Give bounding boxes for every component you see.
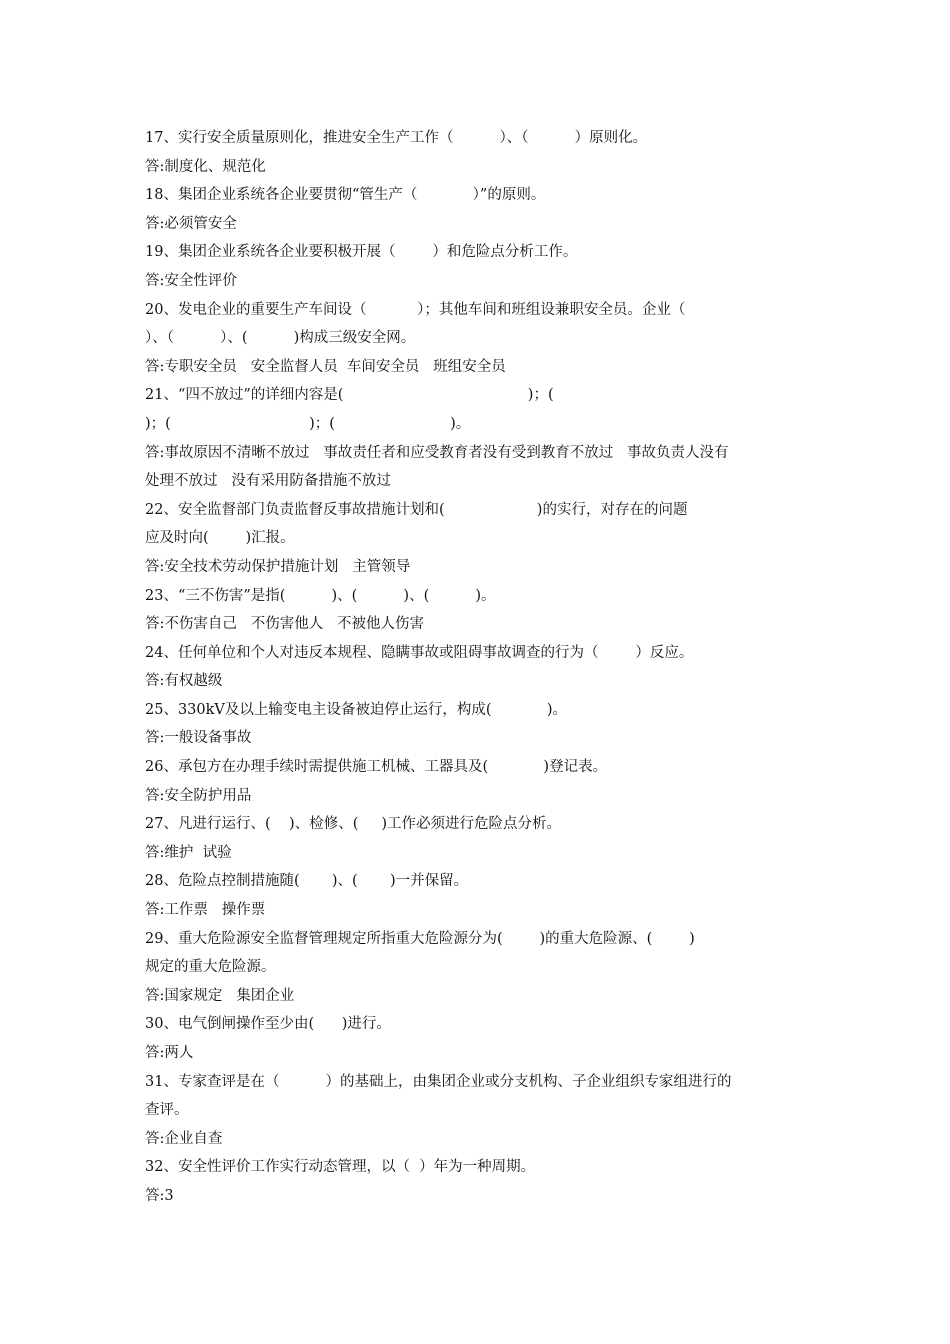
q17-text: 17、实行安全质量原则化，推进安全生产工作（ ）、（ ）原则化。 — [145, 130, 648, 146]
q18-answer: 答:必须管安全 — [145, 215, 237, 232]
q26-answer: 答:安全防护用品 — [145, 787, 252, 804]
q27-text: 27、凡进行运行、( )、检修、( )工作必须进行危险点分析。 — [145, 816, 562, 833]
q17-answer: 答:制度化、规范化 — [145, 158, 266, 175]
q27-answer: 答:维护 试验 — [145, 844, 232, 861]
q29-answer: 答:国家规定 集团企业 — [145, 987, 295, 1004]
document-body — [145, 124, 809, 1211]
q22-text: 22、安全监督部门负责监督反事故措施计划和( )的实行，对存在的问题 — [145, 501, 688, 518]
q19-text: 19、集团企业系统各企业要积极开展（ ）和危险点分析工作。 — [145, 244, 578, 261]
q21-text-continued: )；( )；( )。 — [145, 415, 471, 432]
q19-answer: 答:安全性评价 — [145, 272, 237, 289]
q22-answer: 答:安全技术劳动保护措施计划 主管领导 — [145, 558, 411, 575]
q22-text-continued: 应及时向( )汇报。 — [145, 530, 295, 547]
q25-text: 25、330kV及以上输变电主设备被迫停止运行，构成( )。 — [145, 701, 568, 718]
q20-text-continued: ）、（ ）、( )构成三级安全网。 — [145, 330, 416, 347]
q29-text: 29、重大危险源安全监督管理规定所指重大危险源分为( )的重大危险源、( ) — [145, 930, 695, 947]
q26-text: 26、承包方在办理手续时需提供施工机械、工器具及( )登记表。 — [145, 759, 608, 776]
q28-text: 28、危险点控制措施随( )、( )一并保留。 — [145, 873, 469, 890]
q20-answer: 答:专职安全员 安全监督人员 车间安全员 班组安全员 — [145, 358, 506, 375]
q21-answer-continued: 处理不放过 没有采用防备措施不放过 — [145, 473, 391, 490]
q23-text: 23、“三不伤害”是指( )、( )、( )。 — [145, 587, 496, 604]
q31-text: 31、专家查评是在（ ）的基础上，由集团企业或分支机构、子企业组织专家组进行的 — [145, 1073, 732, 1090]
q32-answer: 答:3 — [145, 1187, 174, 1204]
q20-text: 20、发电企业的重要生产车间设（ ）；其他车间和班组设兼职安全员。企业（ — [145, 301, 686, 318]
q30-text: 30、电气倒闸操作至少由( )进行。 — [145, 1016, 391, 1033]
q25-answer: 答:一般设备事故 — [145, 730, 252, 747]
q21-answer: 答:事故原因不清晰不放过 事故责任者和应受教育者没有受到教育不放过 事故负责人没有 — [145, 444, 729, 461]
q28-answer: 答:工作票 操作票 — [145, 902, 266, 919]
q21-text: 21、“四不放过”的详细内容是( )；( — [145, 387, 554, 404]
q24-text: 24、任何单位和个人对违反本规程、隐瞒事故或阻碍事故调查的行为（ ）反应。 — [145, 644, 694, 661]
q30-answer: 答:两人 — [145, 1045, 194, 1061]
q29-text-continued: 规定的重大危险源。 — [145, 959, 276, 976]
q31-answer: 答:企业自查 — [145, 1130, 223, 1147]
q23-answer: 答:不伤害自己 不伤害他人 不被他人伤害 — [145, 616, 425, 633]
q18-text: 18、集团企业系统各企业要贯彻“管生产（ ）”的原则。 — [145, 187, 546, 204]
q31-text-continued: 查评。 — [145, 1102, 189, 1119]
q32-text: 32、安全性评价工作实行动态管理，以（ ）年为一种周期。 — [145, 1159, 536, 1176]
q24-answer: 答:有权越级 — [145, 673, 223, 690]
